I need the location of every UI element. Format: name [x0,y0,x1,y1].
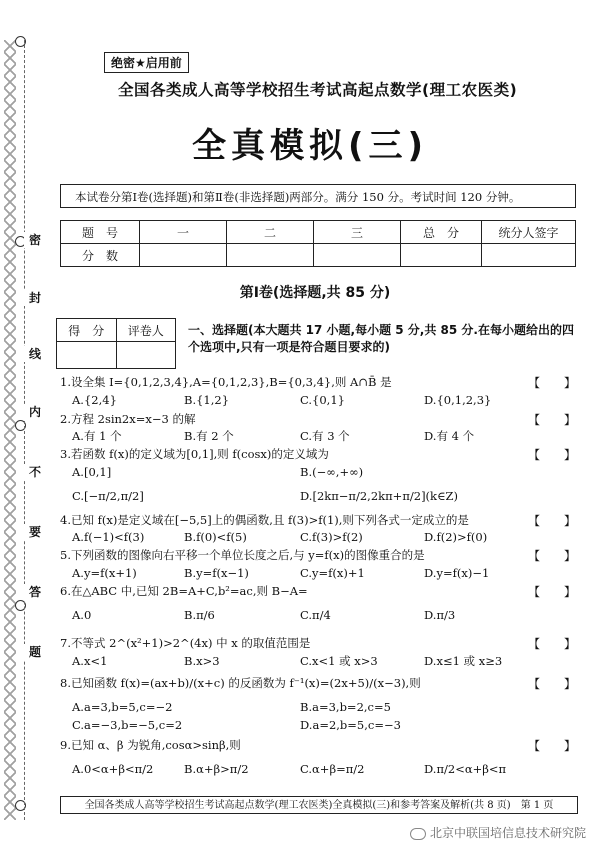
option: D.[2kπ−π/2,2kπ+π/2](k∈Z) [300,489,458,503]
answer-bracket[interactable]: 【 】 [528,677,577,691]
option: B.π/6 [184,608,215,622]
seal-char: 线 [24,346,46,362]
option: C.{0,1} [300,393,345,407]
option: D.f(2)>f(0) [424,530,488,544]
option: B.(−∞,+∞) [300,465,364,479]
option: C.π/4 [300,608,331,622]
option: D.a=2,b=5,c=−3 [300,718,401,732]
option: B.y=f(x−1) [184,566,249,580]
option: B.a=3,b=2,c=5 [300,700,391,714]
seal-char: 要 [24,524,46,540]
grader-header-cell: 得 分 [57,319,117,342]
seal-char: 封 [24,290,46,306]
question-stem: 7.不等式 2^(x²+1)>2^(4x) 中 x 的取值范围是 [60,636,311,650]
option: A.有 1 个 [72,429,122,443]
grader-table [56,318,176,369]
score-cell[interactable] [314,244,401,267]
option: D.π/3 [424,608,456,622]
option: A.y=f(x+1) [72,566,137,580]
option: B.f(0)<f(5) [184,530,247,544]
question-stem: 6.在△ABC 中,已知 2B=A+C,b²=ac,则 B−A= [60,584,308,598]
page-footer: 全国各类成人高等学校招生考试高起点数学(理工农医类)全真模拟(三)和参考答案及解析(共 8 页) 第 1 页 [60,796,578,814]
score-header-cell: 题 号 [61,221,140,244]
seal-char: 题 [24,644,46,660]
option: D.有 4 个 [424,429,475,443]
option: C.有 3 个 [300,429,350,443]
exam-info: 本试卷分第Ⅰ卷(选择题)和第Ⅱ卷(非选择题)两部分。满分 150 分。考试时间 120 分钟。 [60,184,576,208]
score-cell[interactable] [227,244,314,267]
answer-bracket[interactable]: 【 】 [528,376,577,390]
score-table [60,220,576,267]
option: C.α+β=π/2 [300,762,365,776]
answer-bracket[interactable]: 【 】 [528,549,577,563]
option: D.π/2<α+β<π [424,762,507,776]
score-row-label: 分 数 [61,244,140,267]
option: B.x>3 [184,654,220,668]
option: C.x<1 或 x>3 [300,654,378,668]
question-stem: 2.方程 2sin2x=x−3 的解 [60,412,196,426]
option: A.x<1 [72,654,108,668]
option: A.0 [72,608,92,622]
score-header-cell: 一 [140,221,227,244]
question-stem: 1.设全集 I={0,1,2,3,4},A={0,1,2,3},B={0,3,4},则 A∩B̄ 是 [60,375,392,389]
score-cell[interactable] [401,244,482,267]
score-header-cell: 统分人签字 [482,221,576,244]
answer-bracket[interactable]: 【 】 [528,448,577,462]
score-header-cell: 总 分 [401,221,482,244]
option: A.0<α+β<π/2 [72,762,154,776]
question-stem: 5.下列函数的图像向右平移一个单位长度之后,与 y=f(x)的图像重合的是 [60,548,425,562]
main-title: 全真模拟(三) [191,126,429,166]
score-header-cell: 二 [227,221,314,244]
score-cell[interactable] [482,244,576,267]
watermark-text: 北京中联国培信息技术研究院 [429,826,586,840]
answer-bracket[interactable]: 【 】 [528,514,577,528]
option: A.f(−1)<f(3) [72,530,145,544]
grader-cell[interactable] [57,342,117,369]
seal-char: 密 [24,232,46,248]
seal-char: 不 [24,464,46,480]
option: A.a=3,b=5,c=−2 [72,700,173,714]
seal-char: 内 [24,404,46,420]
section-intro: 一、选择题(本大题共 17 小题,每小题 5 分,共 85 分.在每小题给出的四个选项中,只有一项是符合题目要求的) [188,323,574,354]
wechat-icon [410,828,426,840]
option: C.f(3)>f(2) [300,530,363,544]
answer-bracket[interactable]: 【 】 [528,637,577,651]
seal-char: 答 [24,584,46,600]
option: D.{0,1,2,3} [424,393,492,407]
option: A.{2,4} [72,393,117,407]
answer-bracket[interactable]: 【 】 [528,413,577,427]
option: D.y=f(x)−1 [424,566,490,580]
answer-bracket[interactable]: 【 】 [528,739,577,753]
option: B.{1,2} [184,393,230,407]
score-cell[interactable] [140,244,227,267]
watermark [410,824,586,841]
exam-title: 全国各类成人高等学校招生考试高起点数学(理工农医类) [118,81,518,99]
score-header-cell: 三 [314,221,401,244]
option: D.x≤1 或 x≥3 [424,654,503,668]
question-stem: 3.若函数 f(x)的定义域为[0,1],则 f(cosx)的定义域为 [60,447,329,461]
option: C.a=−3,b=−5,c=2 [72,718,183,732]
option: A.[0,1] [72,465,112,479]
grader-header-cell: 评卷人 [116,319,176,342]
option: C.y=f(x)+1 [300,566,365,580]
question-stem: 4.已知 f(x)是定义域在[−5,5]上的偶函数,且 f(3)>f(1),则下列各式一定成立的是 [60,513,469,527]
answer-bracket[interactable]: 【 】 [528,585,577,599]
option: B.有 2 个 [184,429,234,443]
grader-cell[interactable] [116,342,176,369]
part-title: 第Ⅰ卷(选择题,共 85 分) [239,285,391,301]
option: B.α+β>π/2 [184,762,249,776]
option: C.[−π/2,π/2] [72,489,144,503]
secret-label: 绝密★启用前 [104,52,189,73]
question-stem: 9.已知 α、β 为锐角,cosα>sinβ,则 [60,738,241,752]
question-stem: 8.已知函数 f(x)=(ax+b)/(x+c) 的反函数为 f⁻¹(x)=(2x+5)/(x−3),则 [60,676,421,690]
